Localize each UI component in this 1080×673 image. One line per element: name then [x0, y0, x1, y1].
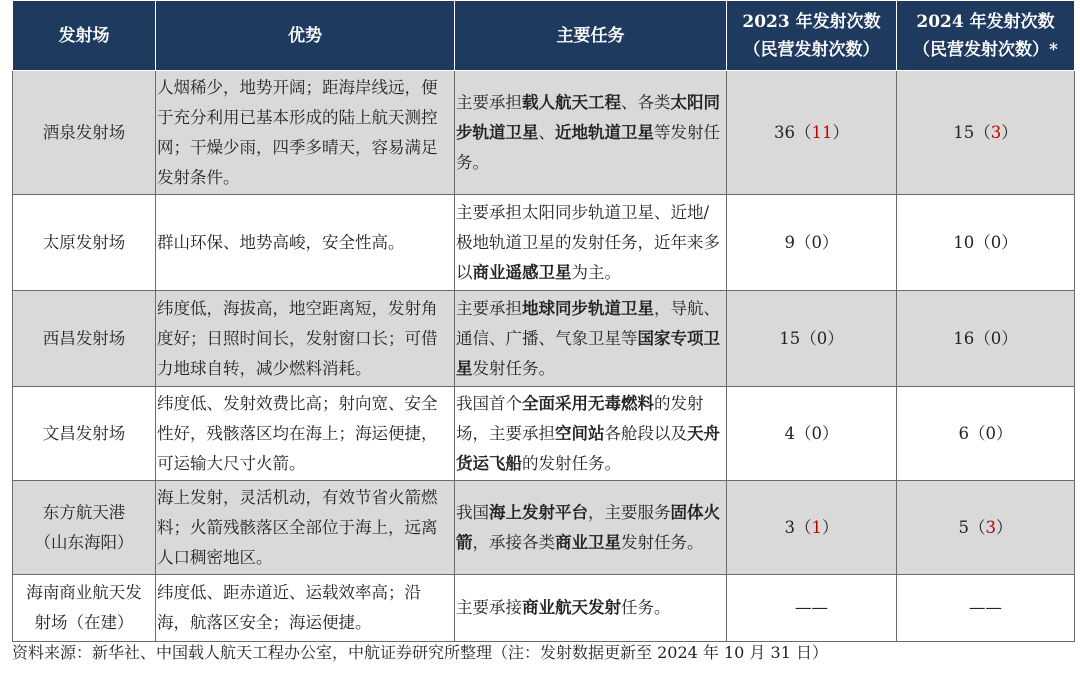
- table-row: [13, 387, 1075, 481]
- launch-site-table: [12, 0, 1075, 642]
- launches-2024-cell: 15（3）: [897, 71, 1075, 195]
- task-highlight: 固体火箭: [456, 502, 720, 552]
- task-text: 、: [538, 122, 555, 142]
- task-cell: [455, 291, 727, 387]
- launches-2023-total: 15: [779, 328, 801, 348]
- task-text: 的发射任务。: [522, 453, 621, 473]
- launches-2024-private: 0: [985, 423, 996, 443]
- task-highlight: 太阳同步轨道卫星: [456, 92, 720, 142]
- site-name-line: 射场（在建）: [34, 613, 134, 632]
- task-text: ，主要服务: [588, 502, 671, 522]
- task-text: 我国: [456, 502, 489, 522]
- header-advantage: 优势: [156, 1, 455, 71]
- launches-2024-dash: ——: [969, 598, 1002, 617]
- task-text: 发射任务。: [472, 358, 555, 378]
- task-cell: [455, 387, 727, 481]
- advantage-cell: [156, 291, 455, 387]
- site-name-cell: [13, 291, 156, 387]
- advantage-cell: [156, 71, 455, 195]
- task-highlight: 空间站: [555, 423, 605, 443]
- table-row: [13, 71, 1075, 195]
- task-text: 主要承接: [456, 598, 522, 617]
- task-highlight: 近地轨道卫星: [555, 122, 654, 142]
- task-highlight: 商业卫星: [555, 532, 621, 552]
- launches-2024-private: 0: [990, 232, 1002, 252]
- header-2024-line1: 2024 年发射次数: [916, 11, 1055, 32]
- launches-2024-private: 0: [990, 328, 1002, 348]
- launches-2023-total: 3: [784, 517, 795, 537]
- task-text: 发射任务。: [621, 532, 704, 552]
- task-text: ，导航、通信、广播、气象卫星等: [456, 298, 720, 348]
- task-highlight: 全面采用无毒燃料: [522, 393, 654, 413]
- launches-2024-private: 3: [985, 517, 996, 537]
- launches-2023-private: 0: [811, 423, 822, 443]
- advantage-text: 人烟稀少，地势开阔；距海岸线远，便于充分利用已基本形成的陆上航天测控网；干燥少雨，四季多晴天，容易满足发射条件。: [157, 77, 438, 187]
- launches-2023-cell: 9（0）: [727, 195, 897, 291]
- advantage-cell: [156, 387, 455, 481]
- task-highlight: 天舟货运飞船: [456, 423, 720, 473]
- launches-2024-total: 15: [953, 122, 975, 142]
- advantage-text: 群山环保、地势高峻，安全性高。: [157, 232, 405, 252]
- task-text: 我国首个: [456, 393, 522, 413]
- task-text: 主要承担: [456, 92, 522, 112]
- launches-2023-cell: 36（11）: [727, 71, 897, 195]
- launches-2024-cell: 6（0）: [897, 387, 1075, 481]
- task-highlight: 地球同步轨道卫星: [522, 298, 654, 318]
- task-highlight: 海上发射平台: [489, 502, 588, 522]
- launches-2024-total: 6: [958, 423, 969, 443]
- task-text: ，承接各类: [472, 532, 555, 552]
- site-name-line: 文昌发射场: [42, 423, 126, 443]
- task-cell: [455, 195, 727, 291]
- site-name-line: 酒泉发射场: [42, 122, 126, 142]
- site-name-cell: [13, 71, 156, 195]
- launches-2023-private: 1: [811, 517, 822, 537]
- task-cell: [455, 575, 727, 642]
- launches-2024-cell: 10（0）: [897, 195, 1075, 291]
- launches-2024-cell: 16（0）: [897, 291, 1075, 387]
- table-row: [13, 291, 1075, 387]
- launches-2024-private: 3: [990, 122, 1002, 142]
- header-2024-line2: （民营发射次数）*: [913, 39, 1058, 60]
- launches-2023-cell: 15（0）: [727, 291, 897, 387]
- task-text: 主要承担太阳同步轨道卫星、近地/极地轨道卫星的发射任务，近年来多以: [456, 202, 720, 282]
- launches-2024-total: 10: [953, 232, 975, 252]
- site-name-cell: [13, 195, 156, 291]
- site-name-line: 海南商业航天发: [26, 583, 142, 602]
- launches-2024-cell: 5（3）: [897, 481, 1075, 575]
- header-2023-line2: （民营发射次数）: [743, 39, 880, 60]
- advantage-text: 海上发射，灵活机动，有效节省火箭燃料；火箭残骸落区全部位于海上，远离人口稠密地区。: [157, 487, 438, 567]
- launches-2023-total: 4: [784, 423, 795, 443]
- header-task: 主要任务: [455, 1, 727, 71]
- table-row: [13, 195, 1075, 291]
- launches-2023-total: 36: [774, 122, 795, 142]
- launches-2023-private: 0: [811, 232, 822, 252]
- table-row: [13, 575, 1075, 642]
- site-name-line: 西昌发射场: [42, 328, 126, 348]
- site-name-line: 太原发射场: [42, 232, 126, 252]
- launches-2023-private: 11: [811, 122, 833, 142]
- launches-2023-cell: 4（0）: [727, 387, 897, 481]
- advantage-text: 纬度低，海拔高，地空距离短，发射角度好；日照时间长，发射窗口长；可借力地球自转，减少燃料消耗。: [157, 298, 438, 378]
- advantage-text: 纬度低、距赤道近、运载效率高；沿海，航落区安全；海运便捷。: [157, 583, 421, 632]
- task-text: 的发射场，主要承担: [456, 393, 704, 443]
- task-highlight: 商业航天发射: [522, 598, 621, 617]
- task-text: 等发射任务。: [456, 122, 720, 172]
- launches-2024-cell: [897, 575, 1075, 642]
- advantage-cell: [156, 481, 455, 575]
- header-2024: [897, 1, 1075, 71]
- task-cell: [455, 71, 727, 195]
- task-text: 、各类: [621, 92, 671, 112]
- launches-2023-cell: [727, 575, 897, 642]
- site-name-cell: [13, 575, 156, 642]
- site-name-cell: [13, 387, 156, 481]
- header-site: 发射场: [13, 1, 156, 71]
- advantage-cell: [156, 195, 455, 291]
- site-name-line: 东方航天港: [42, 502, 126, 522]
- table-row: [13, 481, 1075, 575]
- source-note: 资料来源：新华社、中国载人航天工程办公室，中航证券研究所整理（注：发射数据更新至 2024 年 10 月 31 日）: [12, 643, 828, 662]
- launches-2023-private: 0: [816, 328, 828, 348]
- launches-2024-total: 16: [953, 328, 975, 348]
- advantage-cell: [156, 575, 455, 642]
- task-highlight: 国家专项卫星: [456, 328, 720, 378]
- task-text: 各舱段以及: [604, 423, 687, 443]
- site-name-cell: [13, 481, 156, 575]
- header-2023-line1: 2023 年发射次数: [742, 11, 881, 32]
- task-cell: [455, 481, 727, 575]
- launches-2023-dash: ——: [795, 598, 828, 617]
- launches-2023-total: 9: [784, 232, 795, 252]
- header-row: [13, 1, 1075, 71]
- header-2023: [727, 1, 897, 71]
- task-highlight: 载人航天工程: [522, 92, 621, 112]
- task-text: 为主。: [571, 262, 621, 282]
- task-text: 主要承担: [456, 298, 522, 318]
- task-text: 任务。: [621, 598, 671, 617]
- advantage-text: 纬度低、发射效费比高；射向宽、安全性好，残骸落区均在海上；海运便捷，可运输大尺寸火箭。: [157, 393, 438, 473]
- launches-2024-total: 5: [958, 517, 969, 537]
- site-name-line: （山东海阳）: [34, 532, 134, 552]
- task-highlight: 商业遥感卫星: [472, 262, 572, 282]
- launches-2023-cell: 3（1）: [727, 481, 897, 575]
